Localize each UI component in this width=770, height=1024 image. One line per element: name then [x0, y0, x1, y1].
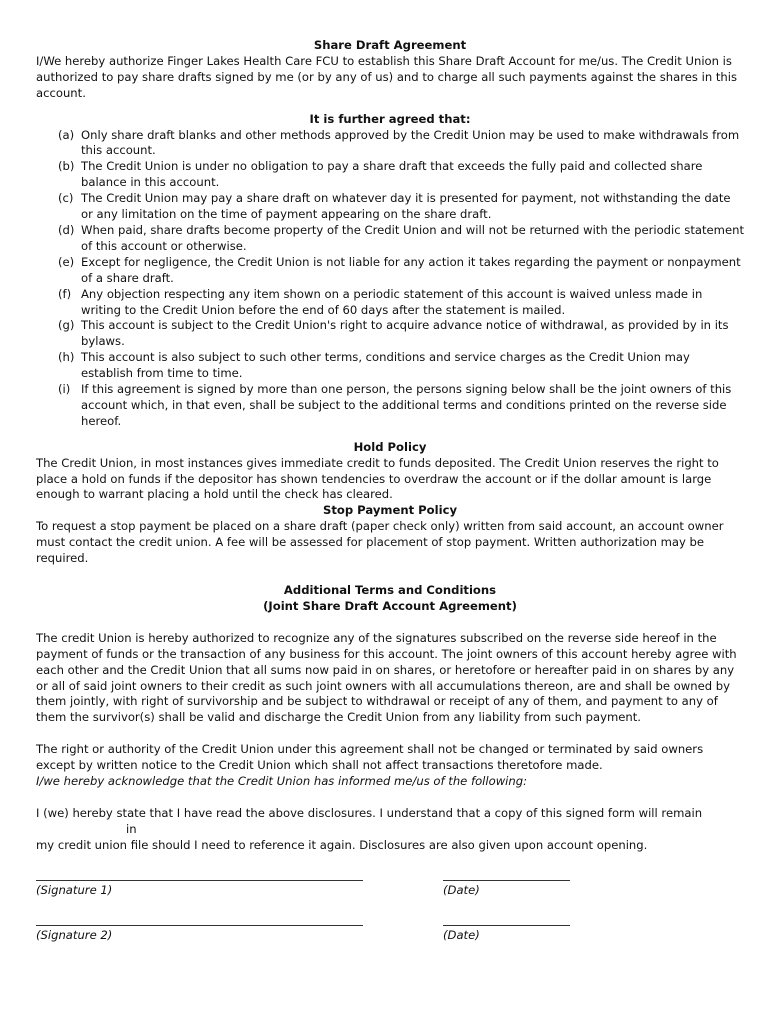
- agreement-item: [58, 159, 744, 191]
- stop-payment-heading: Stop Payment Policy: [322, 503, 458, 518]
- item-marker: (a): [58, 127, 75, 142]
- acknowledgement-line: I/we hereby acknowledge that the Credit Union has informed me/us of the following:: [36, 774, 528, 789]
- item-text: If this agreement is signed by more than one person, the persons signing below shall be the joint owners of this account which, in that even, shall be subject to the additional terms and conditions printed on the reverse side hereof.: [81, 382, 732, 428]
- item-text: Only share draft blanks and other methods approved by the Credit Union may be used to make withdrawals from this account.: [81, 127, 740, 158]
- item-text: This account is also subject to such other terms, conditions and service charges as the Credit Union may establish from time to time.: [81, 350, 690, 381]
- agreement-item: [58, 382, 744, 430]
- agreement-item: [58, 318, 744, 350]
- joint-owners-paragraph: The credit Union is hereby authorized to recognize any of the signatures subscribed on the reverse side hereof in the payment of funds or the transaction of any business for this account. The joint owners of this account hereby agree with each other and the Credit Union that all sums now paid in on shares, or heretofore or hereafter paid in on shares by any or all of said joint owners to their credit as such joint owners with all accumulations thereon, are and shall be owned by them jointly, with right of survivorship and be subject to withdrawal or receipt of any of them, and payment to any of them the survivor(s) shall be valid and discharge the Credit Union from any liability from such payment.: [36, 630, 737, 725]
- stop-payment-text: To request a stop payment be placed on a share draft (paper check only) written from said account, an account owner must contact the credit union. A fee will be assessed for placement of stop payment. Written authorization may be required.: [36, 519, 724, 566]
- statement-line-1: I (we) hereby state that I have read the above disclosures. I understand that a copy of this signed form will remain: [36, 805, 703, 820]
- item-text: Any objection respecting any item shown on a periodic statement of this account is waived unless made in writing to the Credit Union before the end of 60 days after the statement is mailed.: [81, 286, 703, 317]
- item-marker: (e): [58, 254, 75, 269]
- item-marker: (b): [58, 159, 75, 174]
- hold-policy-text: The Credit Union, in most instances gives immediate credit to funds deposited. The Credit Union reserves the right to place a hold on funds if the depositor has shown tendencies to overdraw the account or if the dollar amount is large enough to warrant placing a hold until the check has cleared.: [36, 455, 719, 502]
- agreement-items-list: [36, 128, 744, 430]
- date-1-label: (Date): [443, 882, 480, 897]
- item-text: Except for negligence, the Credit Union is not liable for any action it takes regarding the payment or nonpayment of a share draft.: [81, 254, 741, 285]
- item-marker: (i): [58, 382, 71, 397]
- item-text: The Credit Union may pay a share draft on whatever day it is presented for payment, not withstanding the date or any limitation on the time of payment appearing on the share draft.: [81, 191, 731, 222]
- agreement-item: [58, 191, 744, 223]
- intro-paragraph: I/We hereby authorize Finger Lakes Health Care FCU to establish this Share Draft Account for me/us. The Credit Union is authorized to pay share drafts signed by me (or by any of us) and to charge all such payments against the shares in this account.: [36, 53, 738, 100]
- date-1-line[interactable]: [443, 872, 570, 881]
- authority-paragraph: The right or authority of the Credit Union under this agreement shall not be changed or terminated by said owners except by written notice to the Credit Union which shall not affect transactions theretofore made.: [36, 742, 704, 773]
- further-agreed-heading: It is further agreed that:: [309, 111, 471, 126]
- hold-policy-heading: Hold Policy: [353, 439, 427, 454]
- share-draft-agreement-page: [36, 38, 744, 944]
- item-text: This account is subject to the Credit Union's right to acquire advance notice of withdrawal, as provided by in its bylaws.: [81, 318, 729, 349]
- agreement-item: [58, 255, 744, 287]
- item-marker: (c): [58, 191, 74, 206]
- date-2-line[interactable]: [443, 917, 570, 926]
- statement-line-3: my credit union file should I need to reference it again. Disclosures are also given upon account opening.: [36, 837, 648, 852]
- joint-agreement-subheading: (Joint Share Draft Account Agreement): [263, 598, 517, 613]
- signature-row-1: [36, 872, 744, 899]
- agreement-item: [58, 350, 744, 382]
- agreement-item: [58, 128, 744, 160]
- item-text: When paid, share drafts become property of the Credit Union and will not be returned with the periodic statement of this account or otherwise.: [81, 222, 744, 253]
- document-title: Share Draft Agreement: [313, 38, 467, 52]
- signature-row-2: [36, 917, 744, 944]
- item-text: The Credit Union is under no obligation to pay a share draft that exceeds the fully paid and collected share balance in this account.: [81, 159, 703, 190]
- statement-line-2: in: [126, 821, 137, 836]
- item-marker: (d): [58, 222, 75, 237]
- date-2-label: (Date): [443, 927, 480, 942]
- signature-2-line[interactable]: [36, 917, 363, 926]
- additional-terms-heading: Additional Terms and Conditions: [283, 583, 497, 597]
- item-marker: (g): [58, 318, 75, 333]
- signature-1-line[interactable]: [36, 872, 363, 881]
- signature-2-label: (Signature 2): [36, 927, 113, 942]
- agreement-item: [58, 223, 744, 255]
- item-marker: (f): [58, 286, 72, 301]
- agreement-item: [58, 287, 744, 319]
- signature-1-label: (Signature 1): [36, 882, 113, 897]
- item-marker: (h): [58, 350, 75, 365]
